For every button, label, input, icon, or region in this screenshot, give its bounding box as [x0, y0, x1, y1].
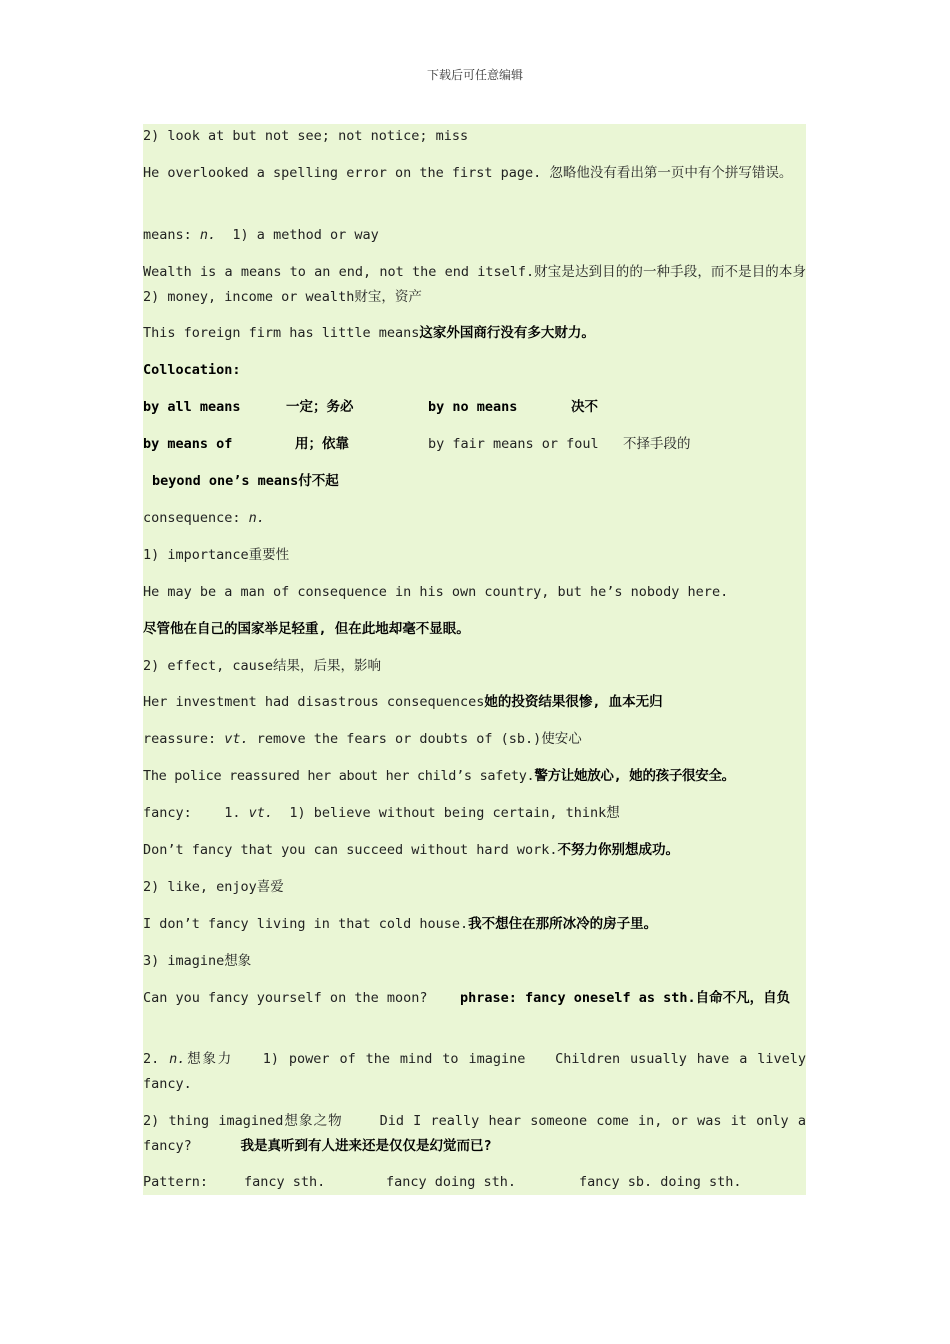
headword: fancy: 1.	[143, 805, 249, 821]
pattern-label: Pattern:	[143, 1174, 209, 1190]
definition: 2) thing imagined想象之物 Did I really hear someone come in, or was it only a fancy?	[143, 1113, 815, 1154]
entry-consequence	[143, 506, 806, 531]
example-sentence	[143, 912, 806, 937]
part-of-speech: n.	[199, 227, 217, 243]
entry-fancy	[143, 801, 806, 826]
definition-line: 1) importance重要性	[143, 547, 290, 563]
definition: 想象力 1) power of the mind to imagine Children usually have a lively fancy.	[143, 1051, 815, 1092]
chinese-translation: 她的投资结果很惨, 血本无归	[484, 694, 663, 710]
example-sentence: He may be a man of consequence in his own country, but he’s nobody here.	[143, 584, 729, 600]
definition-line: 2) effect, cause结果，后果，影响	[143, 658, 382, 674]
collocation-row	[152, 469, 815, 494]
example-sentence	[143, 690, 806, 715]
example-sentence	[143, 986, 806, 1036]
english-text: The police reassured her about her child’s safety.	[143, 768, 535, 784]
collocation-meaning: 一定；务必	[286, 399, 354, 415]
example-sentence	[143, 321, 806, 346]
headword: reassure:	[143, 731, 225, 747]
part-of-speech: n.	[248, 510, 265, 526]
definition-line: 2) like, enjoy喜爱	[143, 879, 284, 895]
collocation-term: by means of	[143, 436, 233, 452]
collocation-meaning: 付不起	[298, 473, 339, 489]
headword: means:	[143, 227, 200, 243]
collocation-term: by all means	[143, 399, 241, 415]
part-of-speech: vt.	[248, 805, 274, 821]
english-text: Her investment had disastrous consequences	[143, 694, 485, 710]
pattern-item: fancy sth.	[244, 1174, 326, 1190]
definition-line	[143, 1047, 815, 1097]
english-text: I don’t fancy living in that cold house.	[143, 916, 469, 932]
part-of-speech: n.	[169, 1051, 186, 1067]
definition: remove the fears or doubts of (sb.)使安心	[248, 731, 582, 747]
collocation-heading: Collocation:	[143, 362, 241, 378]
part-of-speech: vt.	[224, 731, 249, 747]
example-sentence: He overlooked a spelling error on the first page. 忽略他没有看出第一页中有个拼写错误。	[143, 165, 793, 181]
chinese-translation: 这家外国商行没有多大财力。	[419, 325, 595, 341]
example-sentence	[143, 838, 806, 863]
collocation-meaning: 不择手段的	[623, 436, 691, 452]
chinese-translation: 警方让她放心, 她的孩子很安全。	[534, 768, 735, 784]
english-text: Can you fancy yourself on the moon?	[143, 990, 460, 1006]
document-body	[143, 124, 839, 1195]
definition: 1) a method or way	[216, 227, 379, 243]
collocation-term: beyond one’s means	[152, 473, 299, 489]
collocation-term: by fair means or foul	[428, 436, 599, 452]
pattern-item: fancy sb. doing sth.	[579, 1174, 742, 1190]
entry-means	[143, 223, 806, 248]
example-sentence: Wealth is a means to an end, not the end itself.财宝是达到目的的一种手段，而不是目的本身 2) money, income or wealth财宝，资产	[143, 264, 839, 305]
page-header: 下载后可任意编辑	[426, 68, 523, 82]
phrase-note: phrase: fancy oneself as sth.自命不凡，自负	[459, 990, 791, 1006]
headword: consequence:	[143, 510, 249, 526]
chinese-translation: 我不想住在那所冰冷的房子里。	[468, 916, 658, 932]
english-text: This foreign firm has little means	[143, 325, 420, 341]
chinese-translation: 不努力你别想成功。	[557, 842, 680, 858]
english-text: Don’t fancy that you can succeed without hard work.	[143, 842, 558, 858]
chinese-translation: 我是真听到有人进来还是仅仅是幻觉而已?	[240, 1138, 492, 1154]
definition-line: 3) imagine想象	[143, 953, 252, 969]
definition-line	[143, 1109, 815, 1159]
chinese-translation: 尽管他在自己的国家举足轻重, 但在此地却毫不显眼。	[143, 621, 470, 637]
pattern-item: fancy doing sth.	[386, 1174, 517, 1190]
collocation-term: by no means	[428, 399, 518, 415]
definition-line: 2) look at but not see; not notice; miss	[143, 128, 469, 144]
example-sentence	[143, 764, 806, 789]
sense-number: 2.	[143, 1051, 170, 1067]
definition: 1) believe without being certain, think想	[273, 805, 620, 821]
collocation-meaning: 用；依靠	[295, 436, 349, 452]
entry-reassure	[143, 727, 806, 752]
collocation-meaning: 决不	[571, 399, 598, 415]
